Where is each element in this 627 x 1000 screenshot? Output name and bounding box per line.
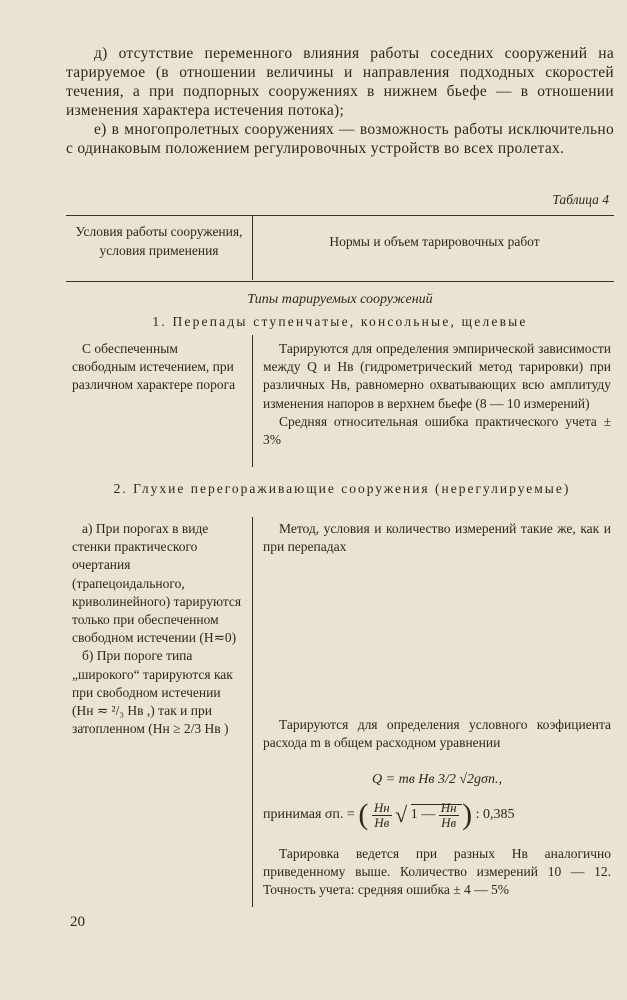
section-title: Типы тарируемых сооружений (247, 292, 433, 307)
fraction-hn-hv-2 (439, 801, 459, 830)
table-header-rule (66, 281, 614, 282)
group2-title: 2. Глухие перегораживающие сооружения (нерегулируемые) (113, 481, 571, 496)
header-norms: Нормы и объем тарировочных работ (329, 234, 540, 249)
group2-divider (252, 517, 253, 907)
group2-norms-b2-text: Тарировка ведется при разных Hв аналогично приведенному выше. Количество измерений 10 — 12. Точность учета: средняя ошибка ± 4 — 5% (263, 846, 611, 898)
intro-text (66, 44, 614, 158)
paren-open: ( (358, 798, 369, 831)
radicand (410, 799, 462, 830)
table-top-rule (66, 215, 614, 216)
page-number: 20 (70, 914, 85, 930)
sqrt-icon: √ (395, 802, 408, 827)
table-label: Таблица 4 (552, 192, 609, 207)
group1-condition (72, 340, 242, 395)
group1-norms (263, 340, 611, 449)
sigma-formula-suffix: : 0,385 (475, 807, 515, 823)
group2-norms-a (263, 520, 611, 556)
fraction-denominator: Hв (374, 814, 390, 830)
fraction-numerator: Hн (373, 799, 390, 815)
group2-condition-a: а) При порогах в виде стенки практического очертания (трапецоидального, криволинейного) тарируются только при обеспеченном свободном истечении (H≂0) (72, 521, 242, 646)
paragraph-d: д) отсутствие переменного влияния работы соседних сооружений на тарируемое (в отношении величины и направления подходных скоростей течения, а при подпорных сооружениях в нижнем бьефе — в отношении изменения характера истечения потока); (66, 45, 614, 119)
group2-norms-b1-text: Тарируются для определения условного коэфициента расхода m в общем расходном уравнении (263, 717, 611, 751)
group2-condition-b: б) При пороге типа „широкого“ тарируются как при свободном истечении (Hн ≂ ²/₃ Hв ,) так и при затопленном (Hн ≥ 2/3 Hв ) (72, 648, 233, 737)
header-conditions: Условия работы сооружения, условия применения (75, 224, 243, 258)
group1-condition-text: С обеспеченным свободным истечением, при различном характере порога (72, 341, 236, 393)
group1-title: 1. Перепады ступенчатые, консольные, щелевые (152, 314, 528, 329)
group2-norms-b2 (263, 845, 611, 900)
group2-norms-a-text: Метод, условия и количество измерений такие же, как и при перепадах (263, 521, 611, 555)
sigma-formula-prefix: принимая σп. = (263, 807, 355, 823)
fraction-denominator-2: Hв (441, 814, 457, 830)
paren-close: ) (462, 798, 473, 831)
discharge-formula: Q = mв Hв 3/2 √2gσп., (372, 772, 502, 787)
group1-norms-p1: Тарируются для определения эмпирической зависимости между Q и Hв (гидрометрический метод тарировки) при различных Hв, равномерно охватывающих всю амплитуду изменения напоров в верхнем бьефе (8 — 10 измерений) (263, 341, 611, 411)
fraction-numerator-2: Hн (440, 799, 457, 815)
fraction-hn-hv (372, 801, 392, 830)
group2-norms-b1 (263, 716, 611, 752)
sigma-formula (263, 798, 611, 832)
group2-conditions (72, 520, 242, 738)
group1-norms-p2: Средняя относительная ошибка практического учета ± 3% (263, 413, 611, 448)
header-divider (252, 216, 253, 280)
paragraph-e: е) в многопролетных сооружениях — возможность работы исключительно с одинаковым положением регулировочных устройств во всех пролетах. (66, 121, 614, 157)
radicand-one-minus: 1 — (410, 807, 436, 823)
group1-divider (252, 335, 253, 467)
